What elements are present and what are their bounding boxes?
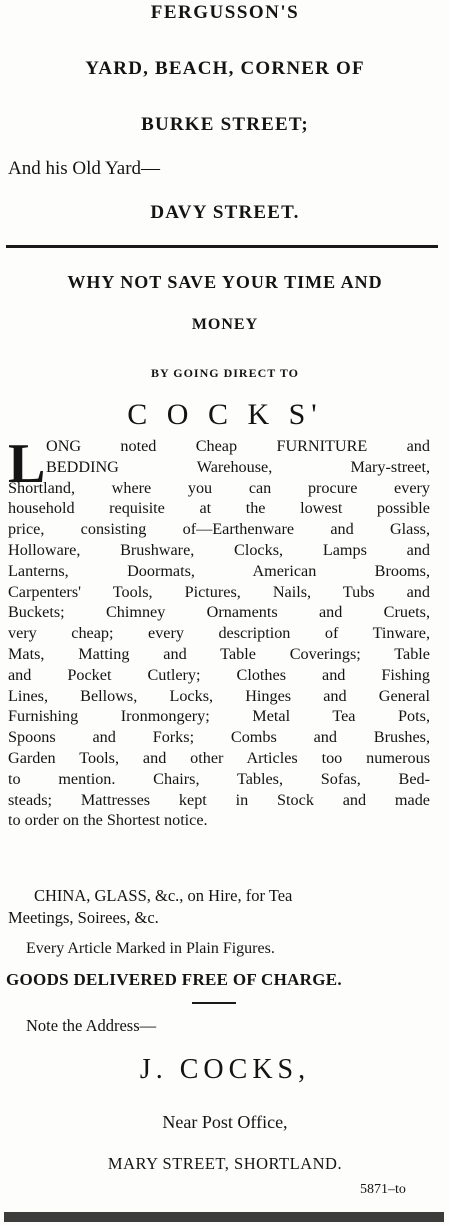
header-line-davy: DAVY STREET.: [150, 202, 300, 223]
body-line: Furnishing Ironmongery; Metal Tea Pots,: [8, 707, 430, 726]
reference-number: 5871–to: [360, 1182, 406, 1197]
body-line: Spoons and Forks; Combs and Brushes,: [8, 728, 430, 747]
body-line: ONG noted Cheap FURNITURE and: [46, 437, 430, 455]
street-address: MARY STREET, SHORTLAND.: [107, 1154, 343, 1173]
note-address-line: Note the Address—: [26, 1016, 157, 1035]
body-line: Lines, Bellows, Locks, Hinges and General: [8, 686, 430, 705]
near-post-office: Near Post Office,: [162, 1112, 288, 1132]
header-line-yard: YARD, BEACH, CORNER OF: [85, 58, 365, 79]
meetings-line: Meetings, Soirees, &c.: [8, 908, 159, 927]
header-line-fergussons: FERGUSSON'S: [150, 2, 300, 23]
subhead-going-direct: BY GOING DIRECT TO: [151, 366, 299, 380]
body-line: Buckets; Chimney Ornaments and Cruets,: [8, 603, 430, 622]
proprietor-name: J. COCKS,: [139, 1054, 311, 1085]
header-line-burke: BURKE STREET;: [141, 114, 309, 135]
china-glass-line: CHINA, GLASS, &c., on Hire, for Tea: [34, 886, 293, 905]
header-line-old-yard: And his Old Yard—: [8, 158, 161, 179]
body-line: to order on the Shortest notice.: [8, 811, 208, 830]
body-line: price, consisting of—Earthenware and Glass,: [8, 520, 430, 539]
body-line: Carpenters' Tools, Pictures, Nails, Tubs and: [8, 582, 430, 601]
body-line: BEDDING Warehouse, Mary-street,: [46, 457, 430, 476]
body-line: steads; Mattresses kept in Stock and made: [8, 790, 430, 809]
advertisement-body: [8, 433, 430, 831]
body-line: Mats, Matting and Table Coverings; Table: [8, 644, 430, 663]
body-line: Shortland, where you can procure every: [8, 478, 430, 497]
body-line: very cheap; every description of Tinware,: [8, 624, 430, 643]
divider-rule: [6, 245, 438, 248]
bottom-rule: [4, 1212, 444, 1222]
body-line: Lanterns, Doormats, American Brooms,: [8, 561, 430, 580]
body-line: household requisite at the lowest possible: [8, 499, 430, 518]
plain-figures-line: Every Article Marked in Plain Figures.: [26, 940, 275, 957]
delivered-free-line: GOODS DELIVERED FREE OF CHARGE.: [6, 970, 342, 989]
drop-cap: L: [8, 433, 46, 495]
body-line: Garden Tools, and other Articles too numerous: [8, 748, 430, 767]
body-line: to mention. Chairs, Tables, Sofas, Bed-: [8, 769, 430, 788]
body-line: and Pocket Cutlery; Clothes and Fishing: [8, 665, 430, 684]
shop-name-cocks: C O C K S': [127, 398, 323, 431]
body-line: Holloware, Brushware, Clocks, Lamps and: [8, 540, 430, 559]
headline-save-time: WHY NOT SAVE YOUR TIME AND: [67, 272, 383, 292]
headline-money: MONEY: [191, 316, 259, 333]
short-divider: [192, 1002, 236, 1004]
